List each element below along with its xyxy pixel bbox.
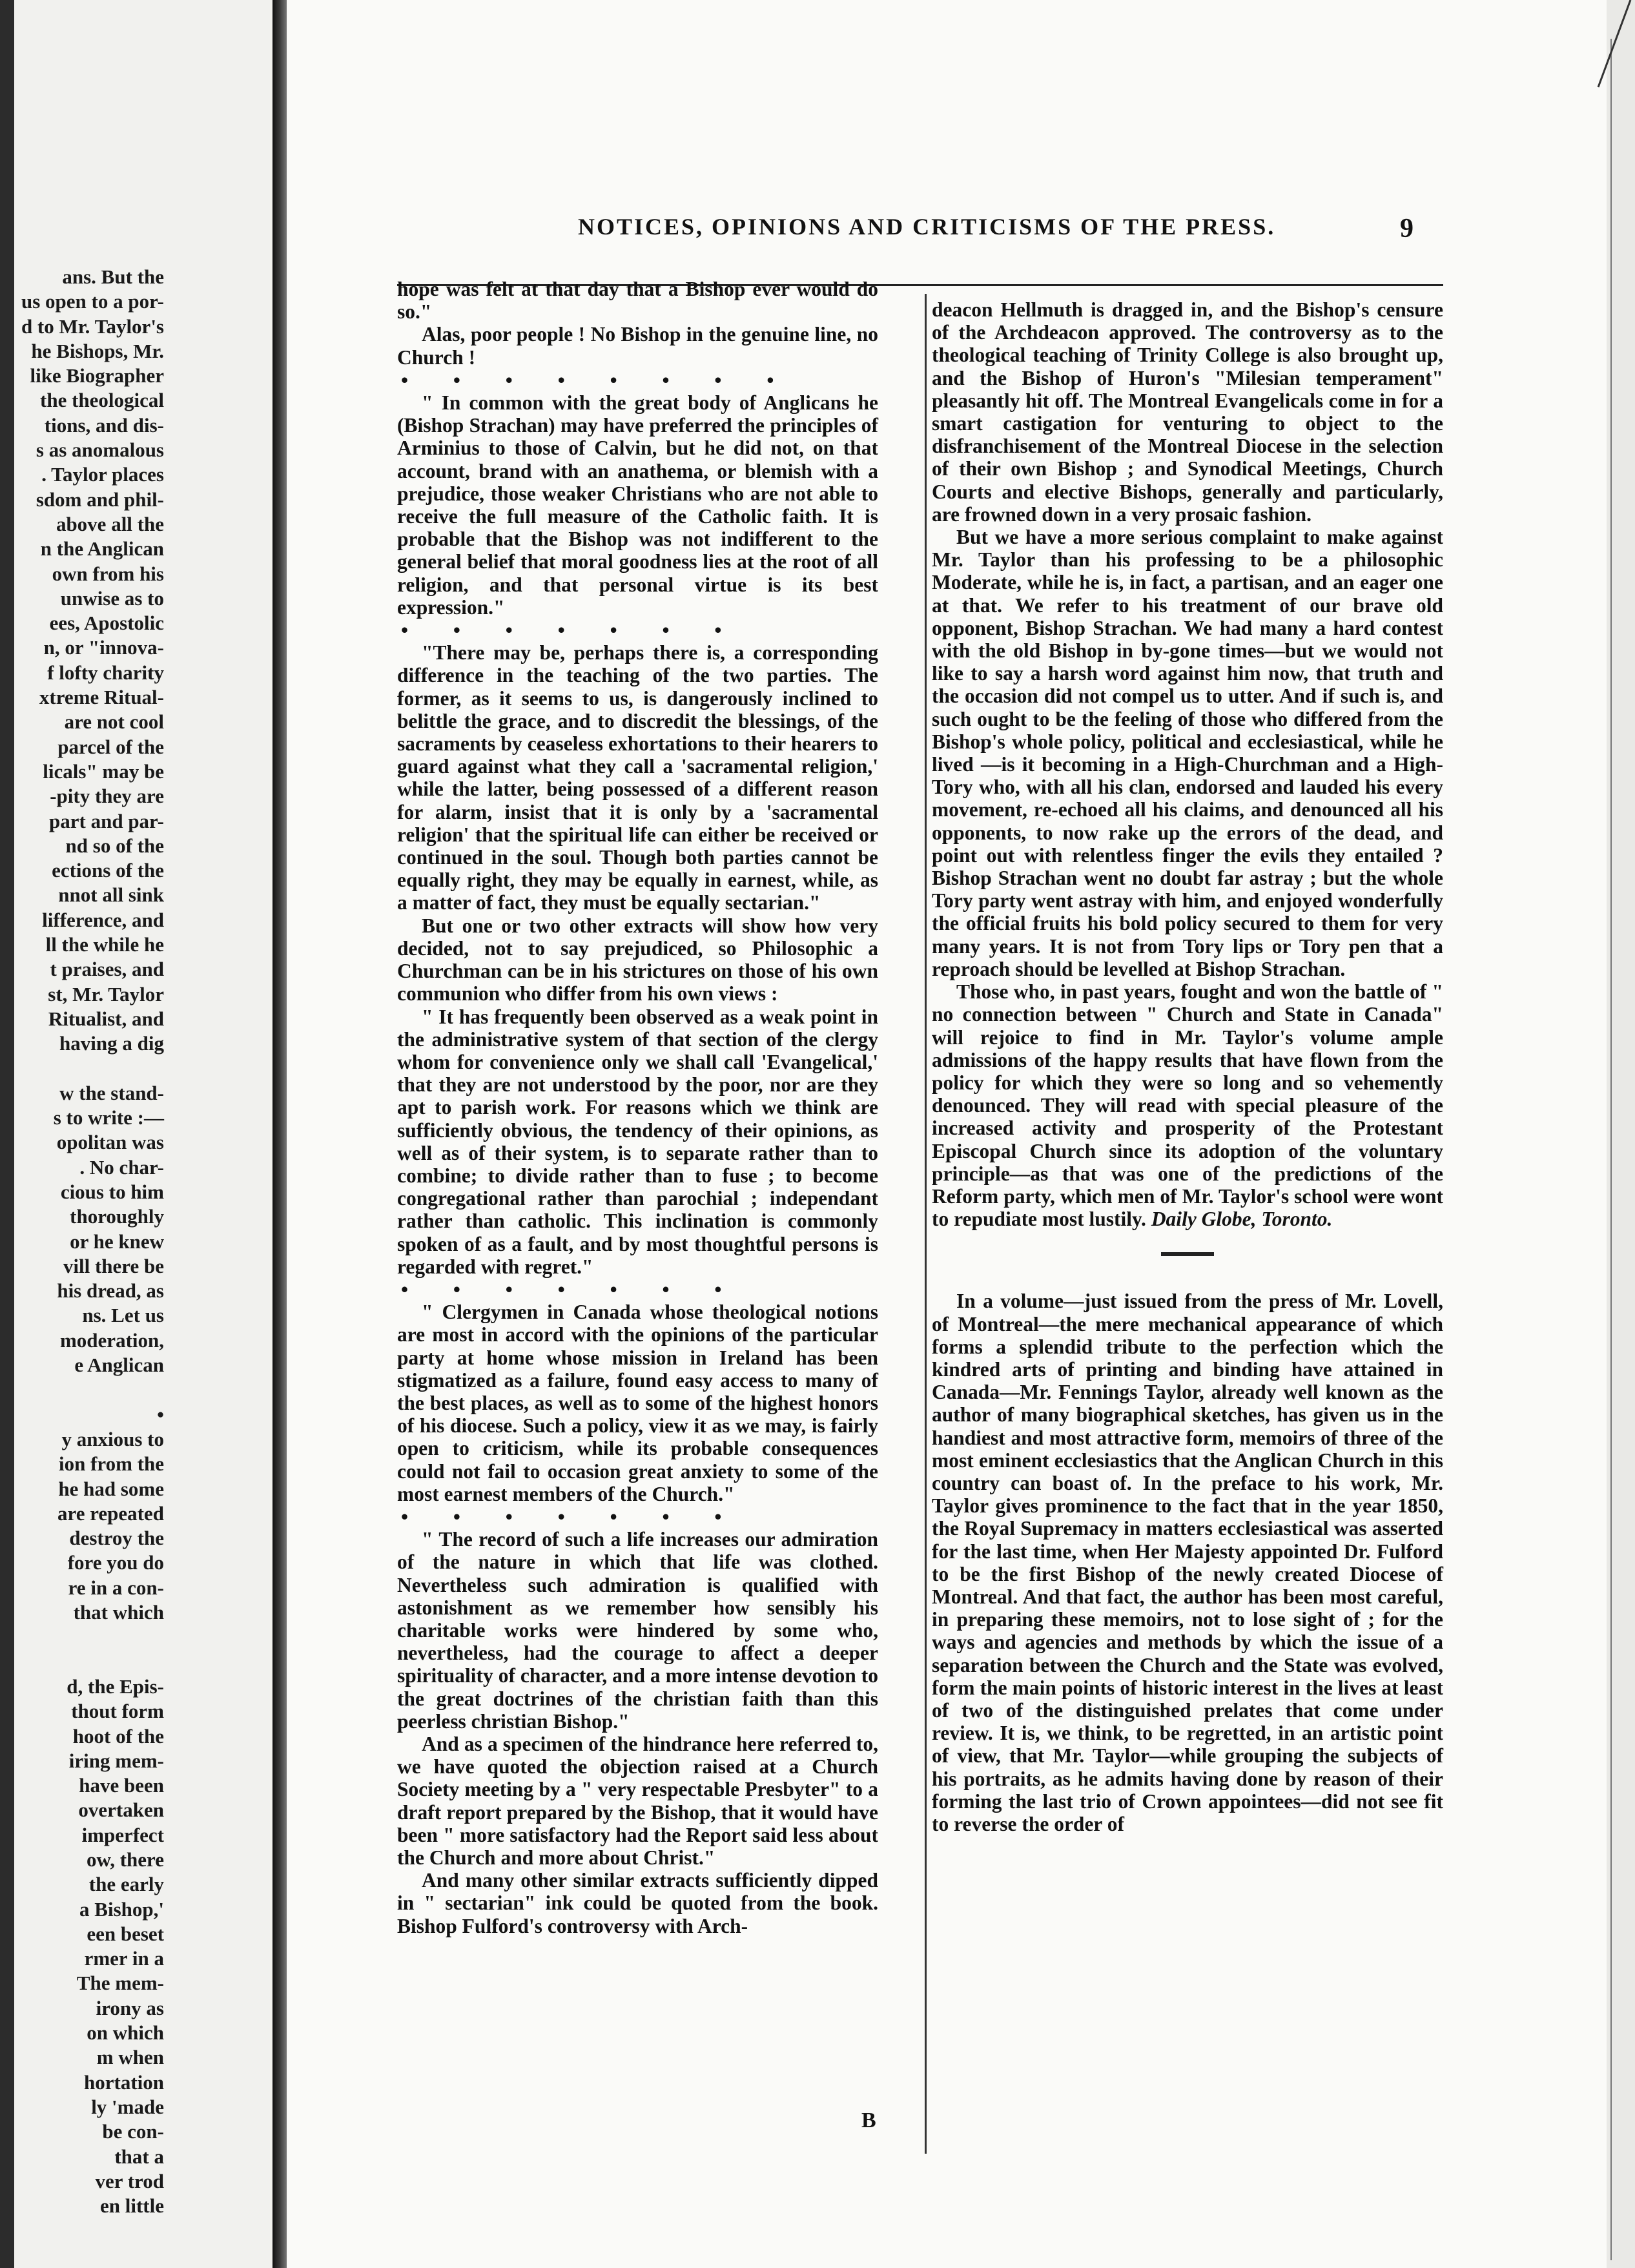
paragraph <box>397 1005 878 1278</box>
fragment-line: overtaken <box>78 1799 164 1822</box>
fragment-line: irony as <box>96 1996 164 2019</box>
paragraph <box>932 526 1443 980</box>
fragment-line: that which <box>73 1601 164 1624</box>
fragment-line: on which <box>87 2021 164 2045</box>
fragment-line: thout form <box>71 1700 164 1723</box>
fragment-line: sdom and phil- <box>36 488 164 511</box>
fragment-line: the theological <box>40 389 164 412</box>
section-separator <box>1161 1252 1214 1256</box>
fragment-line: moderation, <box>59 1328 164 1352</box>
fragment-line: have been <box>79 1774 164 1797</box>
fragment-line: ll the while he <box>45 933 164 956</box>
fragment-line <box>14 1625 164 1649</box>
fragment-line: hortation <box>84 2070 164 2094</box>
fragment-line: that a <box>114 2145 164 2168</box>
fragment-line: us open to a por- <box>21 290 164 313</box>
fragment-line: opolitan was <box>56 1131 164 1154</box>
ellipsis-stars <box>397 619 878 641</box>
paragraph-text: • • • • • • • <box>401 1505 722 1528</box>
fragment-line: or he knew <box>70 1230 164 1253</box>
fragment-line: rmer in a <box>84 1947 164 1970</box>
fragment-line: Ritualist, and <box>48 1007 164 1030</box>
fragment-line: en little <box>100 2194 164 2218</box>
fragment-line: t praises, and <box>50 958 164 981</box>
source-citation: Daily Globe, Toronto. <box>1151 1208 1333 1231</box>
paragraph <box>397 1528 878 1733</box>
page-header-title: NOTICES, OPINIONS AND CRITICISMS OF THE PRESS. <box>578 214 1276 240</box>
ellipsis-stars <box>397 1505 878 1528</box>
paragraph-text: " Clergymen in Canada whose theological notions are most in accord with the opinions of the particular party at home whose mission in Ireland has been stigmatized as a failure, found easy access to many of the best places, as well as to some of the highest honors of his diocese. Such a policy, view it as we may, is fairly open to criticism, while its probable consequences could not fail to occasion great anxiety to some of the most earnest members of the Church." <box>397 1301 878 1505</box>
paragraph <box>932 298 1443 526</box>
paragraph <box>397 278 878 323</box>
fragment-line: e Anglican <box>74 1354 164 1377</box>
fragment-line: . Taylor places <box>41 463 164 486</box>
paragraph-text: • • • • • • • <box>401 619 722 642</box>
fragment-line <box>14 1377 164 1402</box>
fragment-line: having a dig <box>59 1032 164 1055</box>
fragment-line: re in a con- <box>68 1576 164 1599</box>
fragment-line: n the Anglican <box>40 537 164 561</box>
fragment-line: are not cool <box>64 710 164 734</box>
paragraph-text: But we have a more serious complaint to make against Mr. Taylor than his professing to be a philosophic Moderate, while he is, in fact, a partisan, and an eager one at that. We refer to his treatment of our brave old opponent, Bishop Strachan. We had many a hard contest with the old Bishop in by-gone times—but we would not like to say a harsh word against him now, that truth and the occasion did not compel us to utter. And if such is, and such ought to be the feeling of those who differed from the Bishop's whole policy, political and ecclesiastical, while he lived —is it becoming in a High-Churchman and a High-Tory who, with all his clan, endorsed and lauded his every movement, re-echoed all his claims, and denounced all his opponents, to now rake up the errors of the dead, and point out with relentless finger the evils they entailed ? Bishop Strachan went no doubt far astray ; but the whole Tory party went astray with him, and enjoyed wonderfully the official fruits his bold policy secured to them for very many years. It is not from Tory lips or Tory pen that a reproach should be levelled at Bishop Strachan. <box>932 526 1443 980</box>
fragment-line: like Biographer <box>30 364 164 387</box>
fragment-line: be con- <box>102 2120 164 2143</box>
fragment-line: ly 'made <box>91 2095 164 2118</box>
fragment-line: The mem- <box>76 1972 164 1995</box>
paragraph <box>932 980 1443 1230</box>
fragment-line: lifference, and <box>42 908 164 931</box>
facing-page-text-fragment <box>14 265 164 2218</box>
paragraph <box>397 1733 878 1869</box>
fragment-line: ow, there <box>87 1848 164 1871</box>
fragment-line: . No char- <box>79 1155 164 1179</box>
paragraph <box>397 391 878 619</box>
facing-page <box>14 0 272 2268</box>
fragment-line: nnot all sink <box>58 883 164 907</box>
fragment-line: licals" may be <box>43 759 164 783</box>
fragment-line: hoot of the <box>72 1724 164 1747</box>
left-text-column <box>397 278 878 1937</box>
paragraph-text: But one or two other extracts will show how very decided, not to say prejudiced, so Philosophic a Churchman can be in his strictures on those of his own communion who differ from his own views : <box>397 914 878 1005</box>
fragment-line: s as anomalous <box>36 438 164 462</box>
fragment-line: he Bishops, Mr. <box>31 339 164 362</box>
fragment-line: een beset <box>87 1922 164 1945</box>
fragment-line: a Bishop,' <box>79 1897 164 1921</box>
fragment-line: thoroughly <box>70 1205 164 1228</box>
fragment-line: w the stand- <box>59 1081 164 1104</box>
fragment-line: ns. Let us <box>82 1304 164 1327</box>
paragraph-text: "There may be, perhaps there is, a corresponding difference in the teaching of the two parties. The former, as it seems to us, is dangerously inclined to belittle the grace, and to discredit the blessings, of the sacraments by ceaseless exhortations to their hearers to guard against what they call a 'sacramental religion,' while the latter, being possessed of a different reason for alarm, insist that it is only by a 'sacramental religion' that the spiritual life can either be received or continued in the soul. Though both parties cannot be equally right, they may be equally in earnest, while, as a matter of fact, they must be equally sectarian." <box>397 641 878 914</box>
fragment-line: d to Mr. Taylor's <box>21 314 164 338</box>
paragraph-text: • • • • • • • • <box>401 368 774 391</box>
fragment-line: his dread, as <box>57 1279 164 1303</box>
fragment-line: iring mem- <box>68 1749 164 1772</box>
fragment-line <box>14 1057 164 1081</box>
paragraph-text: • • • • • • • <box>401 1277 722 1301</box>
paragraph-text: hope was felt at that day that a Bishop ever would do so." <box>397 278 878 324</box>
fragment-line: vill there be <box>63 1254 164 1277</box>
fragment-line: unwise as to <box>60 586 164 610</box>
paragraph-text: Alas, poor people ! No Bishop in the genuine line, no Church ! <box>397 323 878 369</box>
fragment-line: -pity they are <box>50 785 164 808</box>
fragment-line: n, or "innova- <box>43 636 164 659</box>
fragment-line: he had some <box>58 1477 164 1500</box>
paragraph <box>397 641 878 914</box>
paragraph-text: " It has frequently been observed as a weak point in the administrative system of that section of the clergy whom for convenience only we shall call 'Evangelical,' that they are not understood by the poor, nor are they apt to parish work. For reasons which we think are sufficiently obvious, the tendency of their opinions, as well as of their system, is to separate rather than to combine; to divide rather than to fuse ; to become congregational rather than parochial ; independant rather than catholic. This inclination is commonly spoken of as a fault, and by most thoughtful persons is regarded with regret." <box>397 1005 878 1278</box>
paragraph <box>397 1301 878 1505</box>
fragment-line: s to write :— <box>53 1106 164 1129</box>
paragraph-text: In a volume—just issued from the press of Mr. Lovell, of Montreal—the mere mechanical appearance of which forms a splendid tribute to the perfection which the kindred arts of printing and binding have attained in Canada—Mr. Fennings Taylor, already well known as the author of many biographical sketches, has given us in the handiest and most attractive form, memoirs of three of the most eminent ecclesiastics that the Anglican Church in this country can boast of. In the preface to his work, Mr. Taylor gives prominence to the fact that in the year 1850, the Royal Supremacy in matters ecclesiastical was asserted for the last time, when Her Majesty appointed Dr. Fulford to be the first Bishop of the newly created Diocese of Montreal. And that fact, the author has been most careful, in preparing these memoirs, not to lose sight of ; for the ways and agencies and methods by which the issue of a separation between the Church and the State was evolved, form the main points of historic interest in the lives at least of two of the distinguished prelates that come under review. It is, we think, to be regretted, in an artistic point of view, that Mr. Taylor—while grouping the subjects of his portraits, as he admits having done by reason of their forming the last trio of Crown appointees—did not see fit to reverse the order of <box>932 1290 1443 1835</box>
fragment-line: part and par- <box>49 809 164 832</box>
fragment-line: ver trod <box>95 2169 164 2192</box>
paragraph <box>932 1290 1443 1835</box>
paragraph-text: deacon Hellmuth is dragged in, and the Bishop's censure of the Archdeacon approved. The controversy as to the theological teaching of Trinity College is also brought up, and the Bishop of Huron's "Milesian temperament" pleasantly hit off. The Montreal Evangelicals come in for a smart castigation for venturing to object to the disfranchisement of the Montreal Diocese in the selection of their own Bishop ; and Synodical Meetings, Church Courts and elective Bishops, generally and particularly, are frowned down in a very prosaic fashion. <box>932 298 1443 526</box>
paragraph <box>397 1869 878 1937</box>
fragment-line: ans. But the <box>62 265 164 288</box>
fragment-line: imperfect <box>81 1823 164 1846</box>
fragment-line: xtreme Ritual- <box>39 686 164 709</box>
column-divider <box>925 294 927 2154</box>
paragraph-text: " In common with the great body of Anglicans he (Bishop Strachan) may have preferred the principles of Arminius to those of Calvin, but he did not, on that account, brand with an anathema, or blemish with a prejudice, those weaker Christians who are not able to receive the full measure of the Catholic faith. It is probable that the Bishop was not indifferent to the general belief that moral goodness lies at the root of all religion, and that personal virtue is its best expression." <box>397 391 878 619</box>
fragment-line: cious to him <box>60 1180 164 1203</box>
fragment-line: f lofty charity <box>47 661 164 684</box>
page-edge-line <box>1610 39 1612 2260</box>
paragraph-text: And many other similar extracts sufficiently dipped in " sectarian" ink could be quoted from the book. Bishop Fulford's controversy with Arch- <box>397 1869 878 1937</box>
fragment-line: d, the Epis- <box>67 1675 164 1698</box>
fragment-line: are repeated <box>57 1501 164 1525</box>
paragraph-text: Those who, in past years, fought and won the battle of " no connection between " Church and State in Canada" will rejoice to find in Mr. Taylor's volume ample admissions of the happy results that have flown from the policy for which they were so long and so vehemently denounced. They will read with special pleasure of the increased activity and prosperity of the Protestant Episcopal Church since its adoption of the voluntary principle—as that was one of the predictions of the Reform party, which men of Mr. Taylor's school were wont to repudiate most lustily. <box>932 980 1443 1231</box>
fragment-line: • <box>157 1403 164 1426</box>
fragment-line: ion from the <box>58 1452 164 1476</box>
fragment-line: st, Mr. Taylor <box>48 982 164 1005</box>
paragraph <box>397 914 878 1005</box>
signature-mark: B <box>861 2108 876 2132</box>
fragment-line: parcel of the <box>57 735 164 758</box>
page-number: 9 <box>1400 214 1414 243</box>
ellipsis-stars <box>397 369 878 391</box>
fragment-line: nd so of the <box>65 834 164 857</box>
right-text-column <box>932 298 1443 1835</box>
fragment-line: ections of the <box>52 859 164 882</box>
book-gutter <box>272 0 287 2268</box>
paragraph-text: " The record of such a life increases our admiration of the nature in which that life was clothed. Nevertheless such admiration is qualified with astonishment as we remember how sensibly his charitable works were hindered by some who, nevertheless, had the courage to affect a deeper spirituality of character, and a more intense devotion to the great doctrines of the christian faith than this peerless christian Bishop." <box>397 1528 878 1733</box>
fragment-line: fore you do <box>67 1551 164 1574</box>
fragment-line: own from his <box>52 562 164 585</box>
fragment-line: above all the <box>56 512 164 535</box>
paragraph-text: And as a specimen of the hindrance here referred to, we have quoted the objection raised at a Church Society meeting by a " very respectable Presbyter" to a draft report prepared by the Bishop, that it would have been " more satisfactory had the Report said less about the Church and more about Christ." <box>397 1733 878 1870</box>
fragment-line: ees, Apostolic <box>49 612 164 635</box>
scan-corner-mark <box>1537 0 1634 90</box>
fragment-line: m when <box>96 2046 164 2069</box>
ellipsis-stars <box>397 1278 878 1301</box>
fragment-line <box>14 1650 164 1675</box>
scan-dark-edge <box>0 0 14 2268</box>
fragment-line: y anxious to <box>61 1427 164 1450</box>
fragment-line: the early <box>88 1873 164 1896</box>
fragment-line: tions, and dis- <box>44 413 164 437</box>
paragraph <box>397 323 878 368</box>
fragment-line: destroy the <box>69 1527 164 1550</box>
